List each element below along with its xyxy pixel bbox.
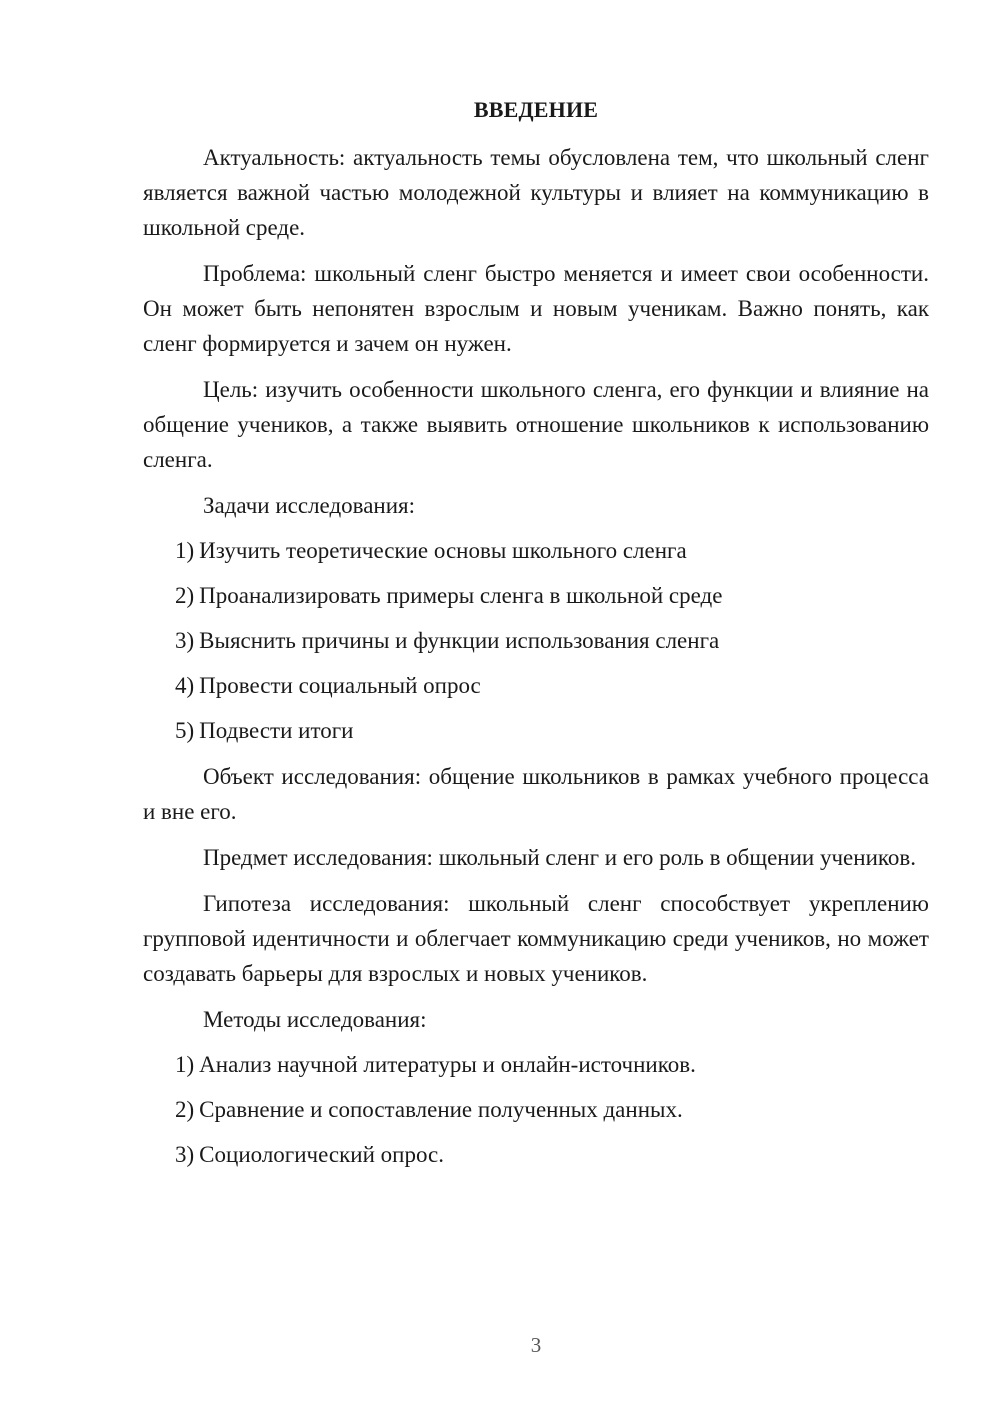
list-item-number: 3) (175, 628, 195, 653)
problem-paragraph: Проблема: школьный сленг быстро меняется и имеет свои особенности. Он может быть непонятен взрослым и новым ученикам. Важно понять, как сленг формируется и зачем он нужен. (143, 261, 929, 356)
list-item (143, 623, 929, 658)
list-item-number: 1) (175, 538, 195, 563)
list-item (143, 1137, 929, 1172)
subject-paragraph: Предмет исследования: школьный сленг и его роль в общении учеников. (203, 845, 916, 870)
methods-list (143, 1047, 929, 1172)
list-item-text: Подвести итоги (199, 718, 354, 743)
list-item-text: Выяснить причины и функции использования сленга (199, 628, 720, 653)
methods-heading: Методы исследования: (203, 1007, 427, 1032)
list-item (143, 668, 929, 703)
list-item (143, 578, 929, 613)
list-item-text: Провести социальный опрос (199, 673, 481, 698)
list-item-text: Изучить теоретические основы школьного сленга (199, 538, 687, 563)
list-item-number: 5) (175, 718, 195, 743)
document-page (143, 94, 929, 1183)
object-paragraph: Объект исследования: общение школьников в рамках учебного процесса и вне его. (143, 764, 929, 824)
list-item-text: Сравнение и сопоставление полученных данных. (199, 1097, 683, 1122)
tasks-list (143, 533, 929, 748)
list-item-number: 1) (175, 1052, 195, 1077)
list-item-text: Социологический опрос. (199, 1142, 444, 1167)
list-item-number: 2) (175, 1097, 195, 1122)
relevance-paragraph: Актуальность: актуальность темы обусловлена тем, что школьный сленг является важной частью молодежной культуры и влияет на коммуникацию в школьной среде. (143, 145, 929, 240)
list-item (143, 1092, 929, 1127)
hypothesis-paragraph: Гипотеза исследования: школьный сленг способствует укреплению групповой идентичности и облегчает коммуникацию среди учеников, но может создавать барьеры для взрослых и новых учеников. (143, 891, 929, 986)
list-item-text: Анализ научной литературы и онлайн-источников. (199, 1052, 696, 1077)
list-item (143, 1047, 929, 1082)
goal-paragraph: Цель: изучить особенности школьного сленга, его функции и влияние на общение учеников, а также выявить отношение школьников к использованию сленга. (143, 377, 929, 472)
list-item-number: 4) (175, 673, 195, 698)
list-item-number: 2) (175, 583, 195, 608)
page-number: 3 (530, 1333, 542, 1357)
list-item (143, 533, 929, 568)
tasks-heading: Задачи исследования: (203, 493, 416, 518)
page-title: ВВЕДЕНИЕ (473, 97, 599, 122)
list-item-number: 3) (175, 1142, 195, 1167)
list-item-text: Проанализировать примеры сленга в школьной среде (199, 583, 723, 608)
list-item (143, 713, 929, 748)
